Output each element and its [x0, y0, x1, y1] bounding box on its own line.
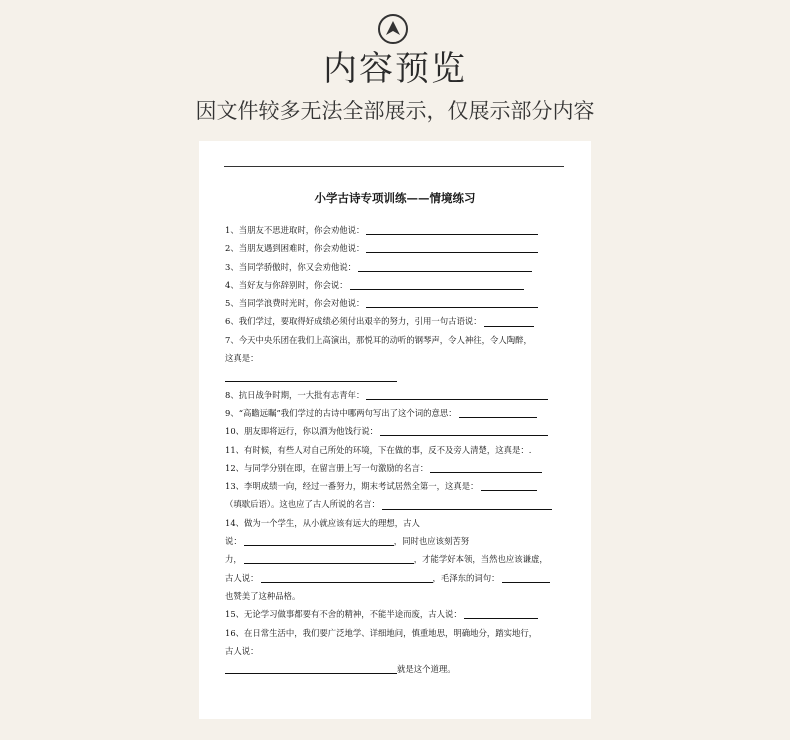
question-line: [225, 239, 565, 257]
question-line: [225, 331, 565, 349]
question-line: [225, 514, 565, 532]
answer-blank: [261, 573, 433, 583]
line-text-after: ，毛泽东的词句：: [432, 572, 500, 583]
line-text-after: 就是这个道理。: [397, 664, 456, 675]
line-text: 1、当朋友不思进取时，你会劝他说：: [225, 225, 365, 235]
line-text: 4、当好友与你辞别时，你会说：: [225, 279, 348, 290]
question-line: [225, 258, 565, 276]
question-line: [225, 422, 565, 440]
line-text: （填歇后语）。这也应了古人所说的名言：: [225, 499, 380, 510]
question-line: [225, 495, 565, 513]
question-line: [225, 477, 565, 495]
line-text: 13、李明成绩一向，经过一番努力，期末考试居然全第一，这真是：: [225, 481, 479, 492]
question-line: [225, 404, 565, 422]
answer-blank: [484, 317, 534, 327]
question-line: [225, 532, 565, 550]
line-text: 古人说：: [225, 572, 259, 583]
answer-blank: [350, 280, 524, 290]
line-text: 15、无论学习做事都要有不舍的精神，不能半途而废，古人说：: [225, 609, 462, 620]
answer-blank: [225, 372, 397, 382]
line-text: 12、与同学分别在即，在留言册上写一句激励的名言：: [225, 462, 429, 473]
line-text: 8、抗日战争时期，一大批有志青年：: [225, 389, 365, 400]
header-rule: [224, 166, 564, 167]
answer-blank: [244, 536, 394, 546]
line-text: 力，: [225, 554, 242, 565]
page-subtitle: 因文件较多无法全部展示，仅展示部分内容: [195, 99, 595, 123]
question-line: [225, 349, 565, 367]
line-text-after: .: [528, 444, 532, 455]
answer-blank: [481, 481, 537, 491]
answer-blank: [244, 554, 414, 564]
answer-blank: [464, 609, 538, 619]
question-line: [225, 587, 565, 605]
line-text: 9、“高瞻远瞩”我们学过的古诗中哪两句写出了这个词的意思：: [225, 407, 457, 418]
answer-blank: [366, 243, 538, 253]
logo-icon: [378, 14, 408, 44]
answer-blank: [366, 298, 538, 308]
answer-blank: [366, 390, 548, 400]
answer-blank: [430, 463, 542, 473]
answer-blank: [358, 262, 532, 272]
answer-blank: [382, 500, 552, 510]
line-text: 也赞美了这种品格。: [225, 590, 301, 601]
question-line: [225, 660, 565, 678]
question-line: [225, 386, 565, 404]
question-line: [225, 642, 565, 660]
document-preview: [199, 141, 591, 719]
question-line: [225, 550, 565, 568]
line-text: 10、朋友即将远行，你以酒为他饯行说：: [225, 426, 379, 437]
arrow-up-icon: [380, 16, 406, 42]
line-text-after: ，同时也应该刻苦努: [393, 536, 470, 547]
page-title: 内容预览: [323, 49, 467, 89]
line-text: 古人说：: [225, 645, 259, 656]
line-text: 14、做为一个学生，从小就应该有远大的理想，古人: [225, 517, 420, 528]
line-text: 说：: [225, 536, 242, 547]
question-line: [225, 624, 565, 642]
line-text: 7、今天中央乐团在我们上高演出，那悦耳的动听的钢琴声，令人神往，令人陶醉，: [225, 334, 532, 345]
question-line: [225, 276, 565, 294]
line-text: 5、当同学浪费时光时，你会对他说：: [225, 298, 365, 309]
line-text: 6、我们学过，要取得好成绩必须付出艰辛的努力，引用一句古语说：: [225, 316, 482, 327]
question-list: [225, 221, 565, 678]
answer-blank: [366, 225, 538, 235]
question-line: [225, 367, 565, 385]
line-text: 2、当朋友遇到困难时，你会劝他说：: [225, 243, 365, 254]
question-line: [225, 221, 565, 239]
question-line: [225, 459, 565, 477]
answer-blank: [225, 664, 397, 674]
question-line: [225, 312, 565, 330]
line-text: 3、当同学骄傲时，你又会劝他说：: [225, 261, 356, 272]
question-line: [225, 441, 565, 459]
line-text: 16、在日常生活中，我们要广泛地学、详细地问，慎重地思，明确地分，踏实地行，: [225, 627, 538, 638]
question-line: [225, 294, 565, 312]
line-text: 11、有时候，有些人对自己所处的环境，下在做的事，反不及旁人清楚，这真是：: [225, 444, 529, 455]
line-text: 这真是：: [225, 353, 259, 364]
answer-blank: [380, 426, 548, 436]
question-line: [225, 569, 565, 587]
answer-blank: [502, 573, 550, 583]
document-title: 小学古诗专项训练——情境练习: [314, 191, 476, 205]
line-text-after: ，才能学好本领，当然也应该谦虚，: [413, 554, 548, 565]
question-line: [225, 605, 565, 623]
answer-blank: [459, 408, 537, 418]
